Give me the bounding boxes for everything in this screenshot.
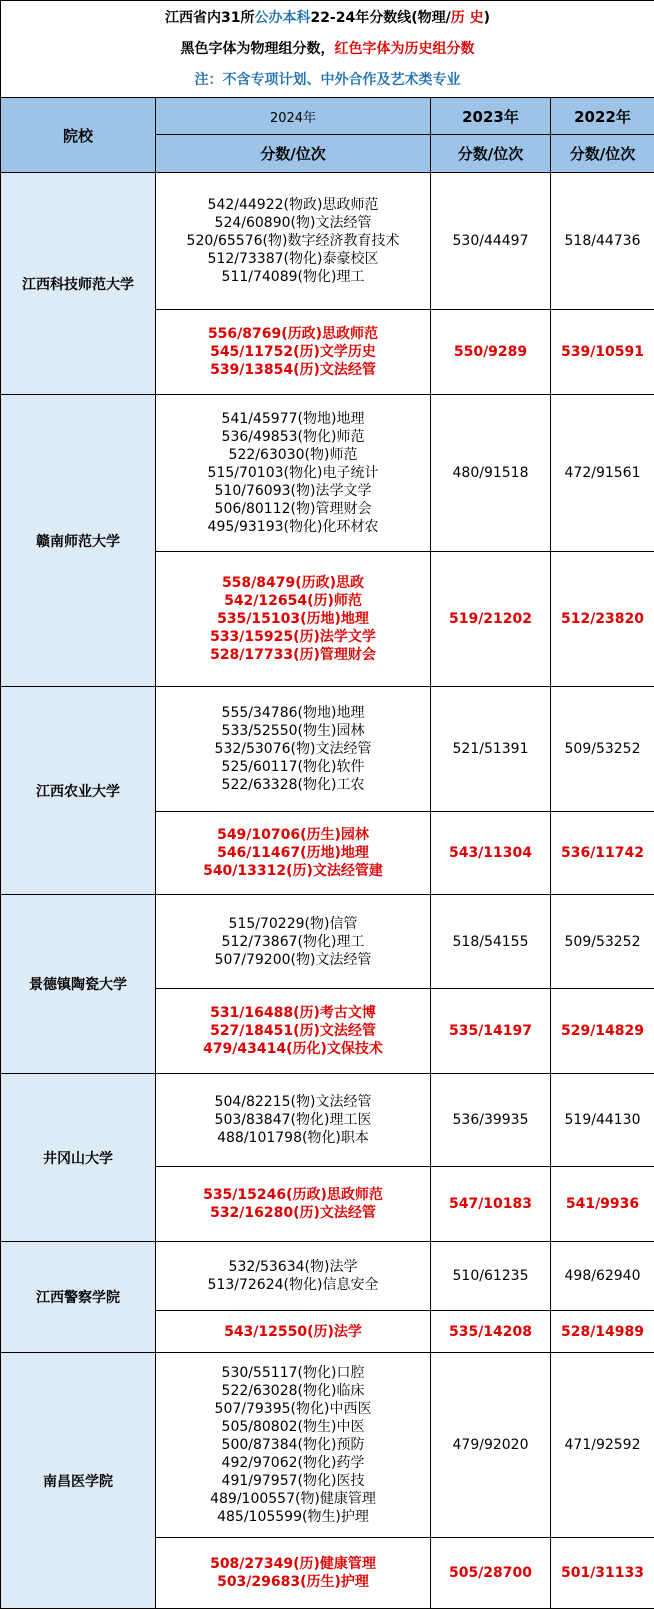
physics-scores-2024	[156, 687, 431, 812]
score-line: 542/44922(物政)思政师范	[158, 196, 428, 214]
physics-score-2022: 471/92592	[551, 1353, 654, 1538]
score-line: 500/87384(物化)预防	[158, 1436, 428, 1454]
physics-scores-2024	[156, 395, 431, 552]
color-legend: 黑色字体为物理组分数，红色字体为历史组分数	[1, 37, 654, 62]
physics-score-2023: 518/54155	[431, 895, 551, 989]
score-line: 510/76093(物)法学文学	[158, 482, 428, 500]
physics-score-2023: 530/44497	[431, 173, 551, 310]
header-2024: 2024年	[156, 98, 431, 135]
history-score-2022: 539/10591	[551, 310, 654, 395]
history-score-2022: 528/14989	[551, 1311, 654, 1353]
score-line: 532/16280(历)文法经管	[158, 1204, 428, 1222]
history-score-2022: 541/9936	[551, 1167, 654, 1242]
header-sub-2024: 分数/位次	[156, 135, 431, 173]
history-score-2023: 519/21202	[431, 552, 551, 687]
history-scores-2024	[156, 552, 431, 687]
score-line: 485/105599(物生)护理	[158, 1508, 428, 1526]
score-line: 542/12654(历)师范	[158, 592, 428, 610]
table-row	[1, 1242, 654, 1311]
score-line: 505/80802(物生)中医	[158, 1418, 428, 1436]
physics-score-2022: 472/91561	[551, 395, 654, 552]
physics-score-2022: 518/44736	[551, 173, 654, 310]
history-scores-2024	[156, 310, 431, 395]
score-line: 508/27349(历)健康管理	[158, 1555, 428, 1573]
table-row	[1, 1074, 654, 1167]
history-scores-2024	[156, 989, 431, 1074]
history-score-2022: 529/14829	[551, 989, 654, 1074]
physics-score-2023: 510/61235	[431, 1242, 551, 1311]
score-line: 506/80112(物)管理财会	[158, 500, 428, 518]
score-line: 527/18451(历)文法经管	[158, 1022, 428, 1040]
school-name: 江西科技师范大学	[1, 173, 156, 395]
table-row	[1, 395, 654, 552]
score-line: 503/29683(历生)护理	[158, 1573, 428, 1591]
school-name: 井冈山大学	[1, 1074, 156, 1242]
score-line: 491/97957(物化)医技	[158, 1472, 428, 1490]
score-line: 532/53634(物)法学	[158, 1258, 428, 1276]
score-line: 539/13854(历)文法经管	[158, 361, 428, 379]
header-row-years	[1, 98, 654, 135]
history-score-2023: 547/10183	[431, 1167, 551, 1242]
physics-scores-2024	[156, 1242, 431, 1311]
score-line: 532/53076(物)文法经管	[158, 740, 428, 758]
score-line: 530/55117(物化)口腔	[158, 1364, 428, 1382]
physics-score-2023: 480/91518	[431, 395, 551, 552]
score-line: 515/70103(物化)电子统计	[158, 464, 428, 482]
score-line: 545/11752(历)文学历史	[158, 343, 428, 361]
score-line: 528/17733(历)管理财会	[158, 646, 428, 664]
history-score-2023: 550/9289	[431, 310, 551, 395]
score-line: 556/8769(历政)思政师范	[158, 325, 428, 343]
score-line: 504/82215(物)文法经管	[158, 1093, 428, 1111]
score-line: 512/73867(物化)理工	[158, 933, 428, 951]
school-name: 江西警察学院	[1, 1242, 156, 1353]
score-line: 549/10706(历生)园林	[158, 826, 428, 844]
physics-score-2023: 479/92020	[431, 1353, 551, 1538]
physics-score-2022: 498/62940	[551, 1242, 654, 1311]
physics-score-2022: 509/53252	[551, 687, 654, 812]
score-line: 541/45977(物地)地理	[158, 410, 428, 428]
banner-cell	[1, 1, 654, 98]
header-2022: 2022年	[551, 98, 654, 135]
score-line: 511/74089(物化)理工	[158, 268, 428, 286]
history-score-2023: 543/11304	[431, 812, 551, 895]
school-name: 南昌医学院	[1, 1353, 156, 1609]
table-row	[1, 173, 654, 310]
history-score-2022: 536/11742	[551, 812, 654, 895]
score-line: 555/34786(物地)地理	[158, 704, 428, 722]
score-line: 507/79395(物化)中西医	[158, 1400, 428, 1418]
header-sub-2023: 分数/位次	[431, 135, 551, 173]
score-line: 546/11467(历地)地理	[158, 844, 428, 862]
score-line: 515/70229(物)信管	[158, 915, 428, 933]
score-line: 533/52550(物生)园林	[158, 722, 428, 740]
score-line: 535/15103(历地)地理	[158, 610, 428, 628]
score-line: 492/97062(物化)药学	[158, 1454, 428, 1472]
history-score-2023: 535/14208	[431, 1311, 551, 1353]
score-line: 489/100557(物)健康管理	[158, 1490, 428, 1508]
score-line: 535/15246(历政)思政师范	[158, 1186, 428, 1204]
score-line: 533/15925(历)法学文学	[158, 628, 428, 646]
score-line: 479/43414(历化)文保技术	[158, 1040, 428, 1058]
score-line: 522/63028(物化)临床	[158, 1382, 428, 1400]
history-scores-2024	[156, 812, 431, 895]
table-row	[1, 895, 654, 989]
history-score-2023: 535/14197	[431, 989, 551, 1074]
header-school: 院校	[1, 98, 156, 173]
score-line: 543/12550(历)法学	[158, 1323, 428, 1341]
table-row	[1, 687, 654, 812]
history-score-2023: 505/28700	[431, 1538, 551, 1609]
school-name: 赣南师范大学	[1, 395, 156, 687]
history-scores-2024	[156, 1311, 431, 1353]
score-line: 524/60890(物)文法经管	[158, 214, 428, 232]
physics-scores-2024	[156, 895, 431, 989]
score-line: 522/63328(物化)工农	[158, 776, 428, 794]
physics-score-2023: 536/39935	[431, 1074, 551, 1167]
score-line: 531/16488(历)考古文博	[158, 1004, 428, 1022]
school-name: 景德镇陶瓷大学	[1, 895, 156, 1074]
score-line: 512/73387(物化)泰豪校区	[158, 250, 428, 268]
physics-score-2022: 519/44130	[551, 1074, 654, 1167]
score-line: 507/79200(物)文法经管	[158, 951, 428, 969]
physics-score-2022: 509/53252	[551, 895, 654, 989]
score-line: 536/49853(物化)师范	[158, 428, 428, 446]
history-scores-2024	[156, 1538, 431, 1609]
table-row	[1, 1353, 654, 1538]
page-title: 江西省内31所公办本科22-24年分数线(物理/历 史)	[1, 6, 654, 31]
score-line: 540/13312(历)文法经管建	[158, 862, 428, 880]
score-line: 522/63030(物)师范	[158, 446, 428, 464]
note: 注：不含专项计划、中外合作及艺术类专业	[1, 68, 654, 93]
physics-scores-2024	[156, 1353, 431, 1538]
header-sub-2022: 分数/位次	[551, 135, 654, 173]
score-line: 520/65576(物)数字经济教育技术	[158, 232, 428, 250]
history-score-2022: 512/23820	[551, 552, 654, 687]
history-scores-2024	[156, 1167, 431, 1242]
physics-scores-2024	[156, 173, 431, 310]
history-score-2022: 501/31133	[551, 1538, 654, 1609]
score-line: 525/60117(物化)软件	[158, 758, 428, 776]
header-2023: 2023年	[431, 98, 551, 135]
score-line: 503/83847(物化)理工医	[158, 1111, 428, 1129]
physics-score-2023: 521/51391	[431, 687, 551, 812]
score-line: 513/72624(物化)信息安全	[158, 1276, 428, 1294]
physics-scores-2024	[156, 1074, 431, 1167]
banner-row	[1, 1, 654, 98]
score-line: 558/8479(历政)思政	[158, 574, 428, 592]
score-line: 488/101798(物化)职本	[158, 1129, 428, 1147]
score-line: 495/93193(物化)化环材农	[158, 518, 428, 536]
school-name: 江西农业大学	[1, 687, 156, 895]
